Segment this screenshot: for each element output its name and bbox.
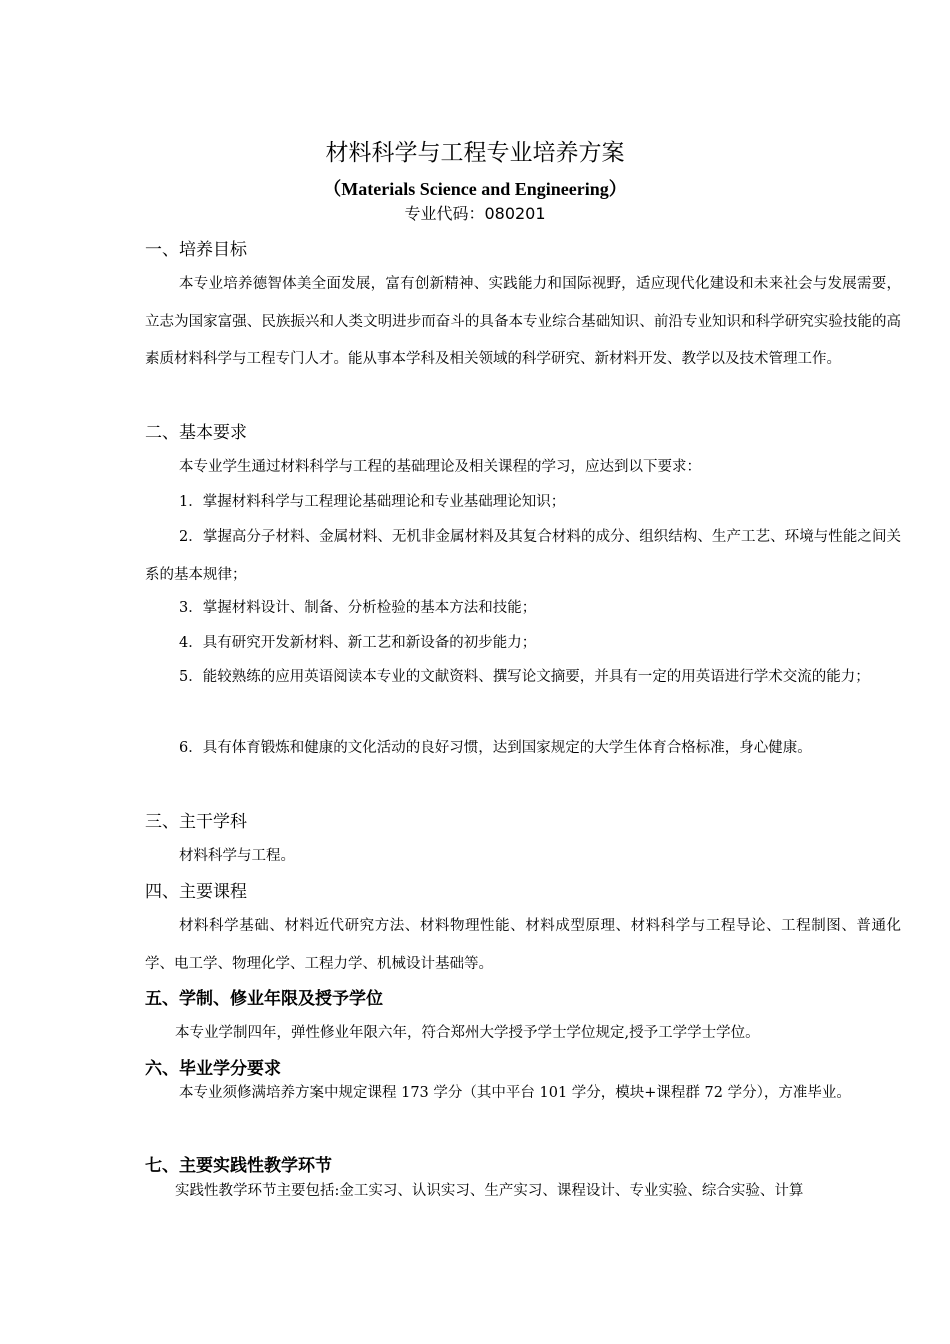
requirement-item-2: 2．掌握高分子材料、金属材料、无机非金属材料及其复合材料的成分、组织结构、生产工艺、环境与性能之间关系的基本规律； — [145, 529, 901, 583]
section-5-paragraph: 本专业学制四年，弹性修业年限六年，符合郑州大学授予学士学位规定,授予工学学士学位。 — [175, 1025, 760, 1041]
requirement-item-3: 3．掌握材料设计、制备、分析检验的基本方法和技能； — [179, 600, 537, 616]
requirement-item-1: 1．掌握材料科学与工程理论基础理论和专业基础理论知识； — [179, 494, 566, 510]
section-heading-3: 三、主干学科 — [145, 812, 247, 832]
section-2-intro: 本专业学生通过材料科学与工程的基础理论及相关课程的学习，应达到以下要求： — [179, 459, 701, 475]
document-title: 材料科学与工程专业培养方案 — [325, 140, 625, 166]
section-1-paragraph: 本专业培养德智体美全面发展，富有创新精神、实践能力和国际视野，适应现代化建设和未来社会与发展需要，立志为国家富强、民族振兴和人类文明进步而奋斗的具备本专业综合基础知识、前沿专业知识和科学研究实验技能的高素质材料科学与工程专门人才。能从事本学科及相关领域的科学研究、新材料开发、教学以及技术管理工作。 — [145, 276, 901, 367]
section-4-paragraph: 材料科学基础、材料近代研究方法、材料物理性能、材料成型原理、材料科学与工程导论、工程制图、普通化学、电工学、物理化学、工程力学、机械设计基础等。 — [145, 918, 901, 972]
section-heading-6: 六、毕业学分要求 — [145, 1059, 281, 1079]
section-6-paragraph: 本专业须修满培养方案中规定课程 173 学分（其中平台 101 学分，模块+课程群 72 学分），方准毕业。 — [179, 1085, 851, 1101]
major-code: 专业代码：080201 — [404, 204, 546, 223]
section-heading-7: 七、主要实践性教学环节 — [145, 1156, 332, 1176]
requirement-item-5: 5．能较熟练的应用英语阅读本专业的文献资料、撰写论文摘要，并具有一定的用英语进行学术交流的能力； — [179, 669, 870, 685]
section-heading-2: 二、基本要求 — [145, 423, 247, 443]
section-3-paragraph: 材料科学与工程。 — [179, 848, 295, 864]
section-heading-5: 五、学制、修业年限及授予学位 — [145, 989, 383, 1009]
section-heading-4: 四、主要课程 — [145, 882, 247, 902]
requirement-item-4: 4．具有研究开发新材料、新工艺和新设备的初步能力； — [179, 635, 537, 651]
requirement-item-6: 6．具有体育锻炼和健康的文化活动的良好习惯，达到国家规定的大学生体育合格标准，身心健康。 — [179, 740, 812, 756]
section-heading-1: 一、培养目标 — [145, 240, 247, 260]
section-7-paragraph: 实践性教学环节主要包括:金工实习、认识实习、生产实习、课程设计、专业实验、综合实验、计算 — [175, 1183, 804, 1199]
document-subtitle: （Materials Science and Engineering） — [323, 179, 627, 199]
